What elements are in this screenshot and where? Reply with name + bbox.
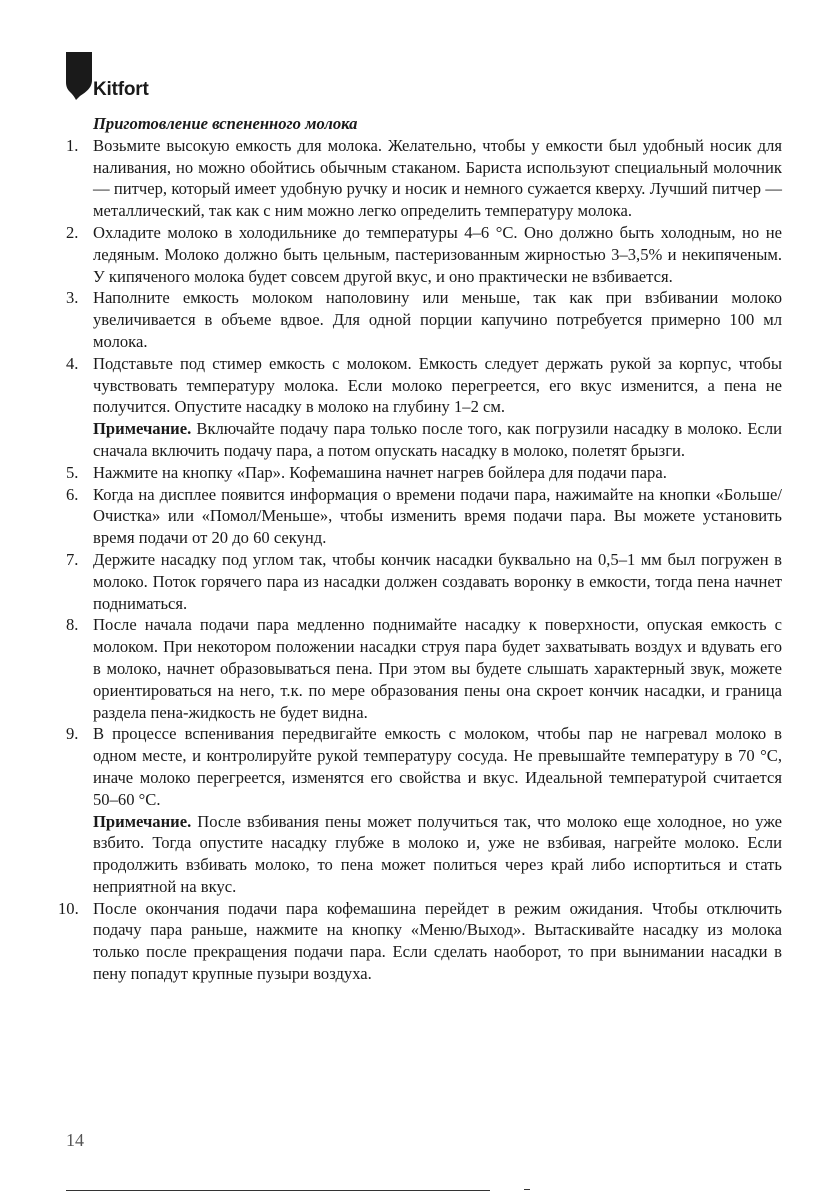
- step-10: [58, 898, 782, 985]
- step-number: 10.: [58, 898, 79, 918]
- instructions-content: [58, 113, 782, 985]
- step-5: [66, 462, 782, 484]
- note-label: Примечание.: [93, 811, 192, 831]
- page-number: 14: [66, 1130, 84, 1150]
- step-number: 3.: [66, 288, 79, 308]
- bottom-tick: [524, 1189, 530, 1190]
- step-number: 1.: [66, 135, 79, 155]
- step-number: 2.: [66, 222, 79, 242]
- step-text: Когда на дисплее появится информация о времени подачи пара, нажимайте на кнопки «Больше/Очистка» или «Помол/Меньше», чтобы изменить время подачи пара. Вы можете установить время подачи от 20 до 60 секунд.: [93, 484, 782, 548]
- brand-logo: [66, 52, 149, 100]
- note-label: Примечание.: [93, 419, 192, 439]
- bottom-rule: [66, 1190, 490, 1191]
- note-text: После взбивания пены может получиться так, что молоко еще холодное, но уже взбито. Тогда опустите насадку глубже в молоко и, уже не взбивая, нагрейте молоко. Если продолжить взбивать молоко, то пена может политься через край либо испортиться и стать неприятной на вкус.: [93, 811, 782, 896]
- step-number: 8.: [66, 615, 79, 635]
- step-number: 7.: [66, 549, 79, 569]
- step-text: В процессе вспенивания передвигайте емкость с молоком, чтобы пар не нагревал молоко в одном месте, и контролируйте рукой температуру сосуда. Не превышайте температуру в 70 °С, иначе молоко перегреется, изменятся его свойства и вкус. Идеальной температурой считается 50–60 °С.: [93, 724, 782, 809]
- step-4: [66, 353, 782, 462]
- step-6: [66, 484, 782, 549]
- step-note: [93, 418, 782, 462]
- step-note: [93, 811, 782, 898]
- step-text: После начала подачи пара медленно поднимайте насадку к поверхности, опуская емкость с молоком. При некотором положении насадки струя пара будет захватывать воздух и вдувать его в молоко, начнет образовываться пена. При этом вы будете слышать характерный звук, можете ориентироваться на него, т.к. по мере образования пены она скроет кончик насадки, и граница раздела пена-жидкость не будет видна.: [93, 615, 782, 722]
- steps-list: [58, 135, 782, 985]
- step-text: Подставьте под стимер емкость с молоком. Емкость следует держать рукой за корпус, чтобы чувствовать температуру молока. Если молоко перегреется, его вкус изменится, а пена не получится. Опустите насадку в молоко на глубину 1–2 см.: [93, 353, 782, 417]
- step-number: 9.: [66, 724, 79, 744]
- step-7: [66, 549, 782, 614]
- step-text: Охладите молоко в холодильнике до температуры 4–6 °С. Оно должно быть холодным, но не ледяным. Молоко должно быть цельным, пастеризованным жирностью 3–3,5% и некипяченым. У кипяченого молока будет совсем другой вкус, и оно практически не взбивается.: [93, 222, 782, 286]
- step-text: Возьмите высокую емкость для молока. Желательно, чтобы у емкости был удобный носик для наливания, но можно обойтись обычным стаканом. Бариста используют специальный молочник — питчер, который имеет удобную ручку и носик и немного сужается кверху. Лучший питчер — металлический, так как с ним можно легко определить температуру молока.: [93, 135, 782, 221]
- step-2: [66, 222, 782, 287]
- step-text: Держите насадку под углом так, чтобы кончик насадки буквально на 0,5–1 мм был погружен в молоко. Поток горячего пара из насадки должен создавать воронку в емкости, тогда пена начнет подниматься.: [93, 549, 782, 613]
- step-3: [66, 287, 782, 352]
- section-title: Приготовление вспененного молока: [93, 114, 358, 133]
- step-text: Наполните емкость молоком наполовину или меньше, так как при взбивании молоко увеличивается в объеме вдвое. Для одной порции капучино потребуется примерно 100 мл молока.: [93, 288, 782, 351]
- step-8: [66, 614, 782, 723]
- kitfort-logo-icon: [66, 52, 92, 100]
- step-text: Нажмите на кнопку «Пар». Кофемашина начнет нагрев бойлера для подачи пара.: [93, 462, 667, 482]
- note-text: Включайте подачу пара только после того, как погрузили насадку в молоко. Если сначала включить подачу пара, а потом опускать насадку в молоко, полетят брызги.: [93, 419, 782, 460]
- step-9: [66, 723, 782, 897]
- step-number: 5.: [66, 462, 79, 482]
- step-number: 4.: [66, 353, 79, 373]
- step-number: 6.: [66, 484, 79, 504]
- step-1: [66, 135, 782, 222]
- brand-name: Kitfort: [93, 79, 149, 100]
- step-text: После окончания подачи пара кофемашина перейдет в режим ожидания. Чтобы отключить подачу пара раньше, нажмите на кнопку «Меню/Выход». Вытаскивайте насадку из молока только после прекращения подачи пара. Если сделать наоборот, то при вынимании насадки в пену попадут крупные пузыри воздуха.: [93, 898, 782, 984]
